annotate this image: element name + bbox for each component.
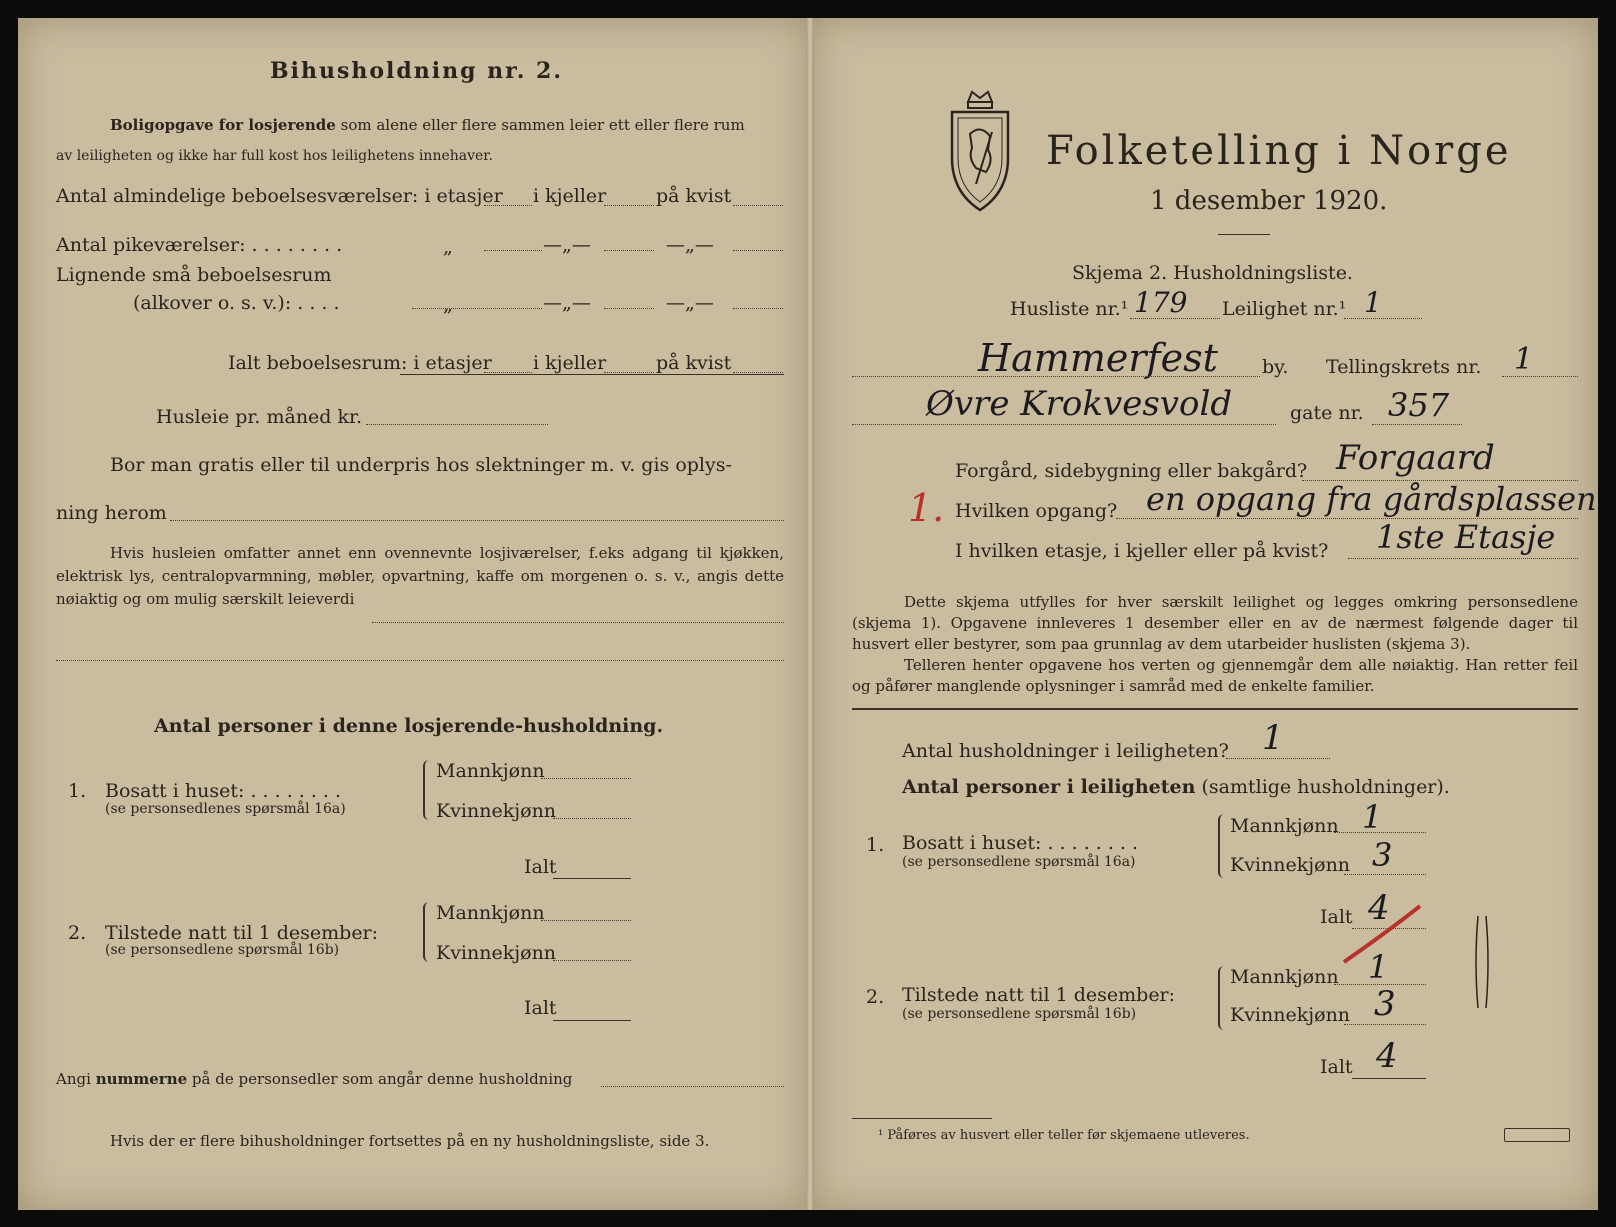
- r-q1-ialt-label: Ialt: [1320, 906, 1353, 928]
- instructions-2: Telleren henter opgavene hos verten og gjennemgår dem alle nøiaktig. Han retter feil og påfører manglende oplysninger i samråd med de enkelte familier.: [852, 656, 1578, 695]
- husliste-value: 179: [1134, 286, 1188, 319]
- persons-heading-right: [902, 776, 1450, 798]
- intro-bold: Boligopgave for losjerende: [110, 116, 336, 134]
- tellingskrets-line: [1502, 376, 1578, 377]
- r-q1-num: 1.: [866, 834, 885, 856]
- right-date: 1 desember 1920.: [1150, 186, 1388, 216]
- footnote: ¹ Påføres av husvert eller teller før skjemaene utleveres.: [878, 1128, 1250, 1143]
- ialt-rooms-label: Ialt beboelsesrum: i etasjer: [228, 352, 492, 374]
- q2-label: Tilstede natt til 1 desember:: [105, 922, 379, 944]
- forgaard-label: Forgård, sidebygning eller bakgård?: [955, 460, 1308, 482]
- r-q2-kvinne-label: Kvinnekjønn: [1230, 1004, 1351, 1026]
- ialt-kvist: på kvist: [656, 352, 732, 374]
- q1-num: 1.: [68, 780, 87, 802]
- q1-mann: Mannkjønn: [436, 760, 545, 782]
- q2-sub: (se personsedlene spørsmål 16b): [105, 942, 340, 958]
- rooms-kvist-line: [733, 205, 783, 206]
- tellingskrets-value: 1: [1514, 342, 1534, 377]
- by-label: by.: [1262, 356, 1289, 378]
- pike-ditto-3: —„—: [666, 234, 714, 256]
- q1-ialt: Ialt: [524, 856, 557, 878]
- alkover-ditto-2: —„—: [543, 292, 591, 314]
- r-q1-brace: [1218, 814, 1228, 878]
- r-q2-sub: (se personsedlene spørsmål 16b): [902, 1006, 1137, 1022]
- r-q2-ialt-label: Ialt: [1320, 1056, 1353, 1078]
- r-q2-num: 2.: [866, 986, 885, 1008]
- title-rule: [1218, 234, 1270, 235]
- q1-label: Bosatt i huset: . . . . . . . .: [105, 780, 342, 802]
- leilighet-value: 1: [1364, 286, 1382, 319]
- husleie-line: [366, 424, 548, 425]
- r-q1-kvinne-line: [1344, 874, 1426, 875]
- angi-bold: nummerne: [95, 1070, 188, 1088]
- r-q1-mann-line: [1334, 832, 1426, 833]
- q1-kvinne-line: [553, 818, 631, 819]
- husliste-line: [1130, 318, 1220, 319]
- r-q2-label: Tilstede natt til 1 desember:: [902, 984, 1176, 1006]
- r-q1-kvinne-label: Kvinnekjønn: [1230, 854, 1351, 876]
- q1-ialt-line: [553, 878, 631, 879]
- pike-line-3: [733, 250, 783, 251]
- rooms-etasjer-line: [484, 205, 532, 206]
- coat-of-arms-icon: [946, 88, 1014, 214]
- r-q1-ialt-value: 4: [1368, 888, 1390, 928]
- alkover-ditto-3: —„—: [666, 292, 714, 314]
- printer-stamp: [1504, 1128, 1570, 1142]
- pike-line-2: [604, 250, 654, 251]
- r-q1-sub: (se personsedlene spørsmål 16a): [902, 854, 1136, 870]
- q2-num: 2.: [68, 922, 87, 944]
- pencil-mark: [1472, 912, 1492, 1012]
- husholdninger-value: 1: [1262, 718, 1284, 758]
- etasje-line: [1348, 558, 1578, 559]
- instructions-1: Dette skjema utfylles for hver særskilt leilighet og legges omkring personsedlene (skjema 1). Opgavene innleveres 1 desember eller en av de nærmest følgende dager til husvert eller bestyrer, som paa grunnlag av dem utarbeider huslisten (skjema 3).: [852, 593, 1578, 653]
- opgang-value: en opgang fra gårdsplassen: [1146, 480, 1597, 518]
- gratis-line-1: Bor man gratis eller til underpris hos slektninger m. v. gis oplys-: [110, 454, 732, 476]
- pike-ditto-1: „: [443, 236, 453, 258]
- footnote-rule: [852, 1118, 992, 1119]
- pike-ditto-2: —„—: [543, 234, 591, 256]
- persons-bold: Antal personer i leiligheten: [902, 776, 1196, 798]
- leilighet-label: Leilighet nr.¹: [1222, 298, 1347, 320]
- page-fold: [806, 18, 814, 1210]
- opgang-label: Hvilken opgang?: [955, 500, 1118, 522]
- gate-line: [852, 424, 1276, 425]
- r-q1-mann-value: 1: [1362, 798, 1383, 836]
- q1-mann-line: [541, 778, 631, 779]
- angi-rest: på de personsedler som angår denne husholdning: [191, 1070, 573, 1088]
- q2-ialt-line: [553, 1020, 631, 1021]
- husholdninger-label: Antal husholdninger i leiligheten?: [902, 740, 1229, 762]
- r-q2-mann-value: 1: [1368, 948, 1389, 986]
- r-q1-label: Bosatt i huset: . . . . . . . .: [902, 832, 1139, 854]
- r-q2-ialt-line: [1352, 1078, 1426, 1079]
- left-footer: Hvis der er flere bihusholdninger fortsettes på en ny husholdningsliste, side 3.: [110, 1132, 710, 1150]
- q2-brace: [423, 902, 433, 962]
- persons-heading: Antal personer i denne losjerende-husholdning.: [154, 715, 664, 737]
- ialt-kjeller-line: [604, 372, 654, 373]
- leilighet-line: [1344, 318, 1422, 319]
- angi-line: [56, 1070, 572, 1088]
- r-q2-kvinne-line: [1344, 1024, 1426, 1025]
- tellingskrets-label: Tellingskrets nr.: [1326, 356, 1482, 378]
- r-q2-brace: [1218, 966, 1228, 1030]
- etasje-label: I hvilken etasje, i kjeller eller på kvist?: [955, 540, 1329, 562]
- q2-kvinne-line: [553, 960, 631, 961]
- gate-nr-value: 357: [1388, 386, 1450, 424]
- rooms-label: Antal almindelige beboelsesværelser: i etasjer: [56, 185, 503, 207]
- instructions-rule: [852, 708, 1578, 710]
- husleie-note: Hvis husleien omfatter annet enn ovennevnte losjiværelser, f.eks adgang til kjøkken, elektrisk lys, centralopvarmning, møbler, opvartning, kaffe om morgenen o. s. v., angis dette nøiaktig og om mulig særskilt leieverdi: [56, 544, 784, 608]
- husliste-label: Husliste nr.¹: [1010, 298, 1129, 320]
- husleie-label: Husleie pr. måned kr.: [156, 406, 363, 428]
- leieverdi-line-2: [56, 660, 784, 661]
- pike-label: Antal pikeværelser: . . . . . . . .: [56, 234, 343, 256]
- alkover-ditto-1: „: [443, 294, 453, 316]
- q1-kvinne: Kvinnekjønn: [436, 800, 557, 822]
- gratis-line-2: ning herom: [56, 502, 167, 524]
- q2-mann-line: [541, 920, 631, 921]
- r-q1-kvinne-value: 3: [1372, 836, 1393, 874]
- r-q2-mann-label: Mannkjønn: [1230, 966, 1339, 988]
- ialt-etasjer-line: [484, 372, 532, 373]
- q1-brace: [423, 760, 433, 820]
- angi-line-fill: [601, 1086, 784, 1087]
- q2-kvinne: Kvinnekjønn: [436, 942, 557, 964]
- forgaard-value: Forgaard: [1336, 438, 1495, 478]
- r-q2-kvinne-value: 3: [1374, 984, 1396, 1024]
- gratis-line: [170, 520, 784, 521]
- etasje-value: 1ste Etasje: [1376, 518, 1556, 556]
- rooms-kvist: på kvist: [656, 185, 732, 207]
- angi-pre: Angi: [56, 1070, 91, 1088]
- right-title: Folketelling i Norge: [1046, 128, 1512, 174]
- rooms-kjeller: i kjeller: [533, 185, 607, 207]
- gate-label: gate nr.: [1290, 402, 1364, 424]
- q1-sub: (se personsedlenes spørsmål 16a): [105, 801, 346, 817]
- q2-mann: Mannkjønn: [436, 902, 545, 924]
- q2-ialt: Ialt: [524, 997, 557, 1019]
- persons-rest: (samtlige husholdninger).: [1201, 776, 1450, 798]
- left-title: Bihusholdning nr. 2.: [270, 58, 563, 84]
- r-q1-mann-label: Mannkjønn: [1230, 815, 1339, 837]
- opgang-mark: 1.: [908, 486, 945, 530]
- alkover-line-1: [412, 308, 542, 309]
- intro-line-2: av leiligheten og ikke har full kost hos leilighetens innehaver.: [56, 148, 493, 164]
- ialt-kvist-line: [733, 372, 783, 373]
- ialt-underline: [400, 374, 784, 375]
- by-line: [852, 376, 1260, 377]
- ialt-kjeller: i kjeller: [533, 352, 607, 374]
- alkover-label: (alkover o. s. v.): . . . .: [133, 292, 340, 314]
- pike-line-1: [484, 250, 542, 251]
- leieverdi-line: [372, 622, 784, 623]
- rooms-kjeller-line: [604, 205, 654, 206]
- intro-line-1: [110, 116, 745, 134]
- schema-label: Skjema 2. Husholdningsliste.: [1072, 262, 1353, 284]
- by-value: Hammerfest: [978, 336, 1218, 380]
- intro-rest: som alene eller flere sammen leier ett eller flere rum: [340, 116, 745, 134]
- gate-value: Øvre Krokvesvold: [926, 384, 1233, 424]
- alkover-line-3: [733, 308, 783, 309]
- alkover-line-2: [604, 308, 654, 309]
- husholdninger-line: [1226, 758, 1330, 759]
- gate-nr-line: [1372, 424, 1462, 425]
- r-q2-ialt-value: 4: [1376, 1036, 1398, 1076]
- lignende-label: Lignende små beboelsesrum: [56, 264, 332, 286]
